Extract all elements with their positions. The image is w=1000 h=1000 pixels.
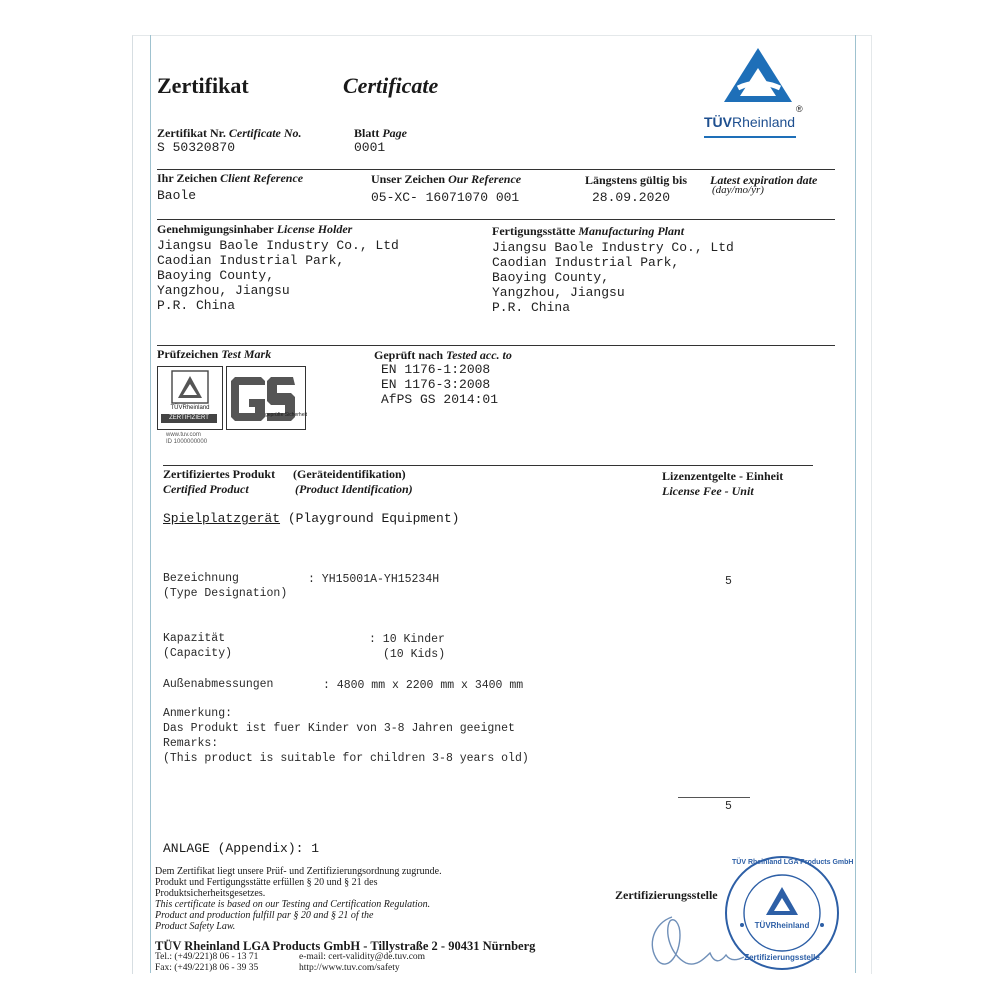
device-id-de: (Geräteidentifikation) [293, 467, 406, 481]
standard-item: EN 1176-1:2008 [381, 362, 491, 377]
legal-line: This certificate is based on our Testing and Certification Regulation. [155, 899, 431, 910]
expiry-format: (day/mo/yr) [712, 184, 764, 196]
standard-item: EN 1176-3:2008 [381, 377, 491, 392]
stamp-bottom-text: Zertifizierungsstelle [744, 953, 820, 962]
certification-stamp [722, 853, 854, 973]
mark-tuv-text: TÜVRheinland [170, 405, 210, 411]
contact-email[interactable]: e-mail: cert-validity@de.tuv.com [299, 952, 426, 962]
gs-text: geprüfte Sicherheit [265, 412, 307, 418]
legal-line: Produktsicherheitsgesetzes. [155, 888, 266, 899]
holder-line: Jiangsu Baole Industry Co., Ltd [157, 238, 399, 253]
tuv-test-mark [157, 366, 223, 430]
type-label: Bezeichnung [163, 572, 239, 585]
cert-no-label: Zertifikat Nr. Certificate No. [157, 126, 302, 140]
title-en: Certificate [343, 73, 439, 98]
plant-line: P.R. China [492, 300, 571, 315]
holder-line: P.R. China [157, 298, 236, 313]
remark-en: (This product is suitable for children 3-8 years old) [163, 752, 529, 765]
remark-en-label: Remarks: [163, 737, 219, 750]
mark-triangle-icon [158, 369, 222, 405]
page-label: Blatt Page [354, 126, 407, 140]
page-value: 0001 [354, 140, 386, 155]
client-ref-value: Baole [157, 188, 197, 203]
certified-product-en: Certified Product [163, 482, 249, 496]
holder-line: Caodian Industrial Park, [157, 253, 345, 268]
remark-de-label: Anmerkung: [163, 707, 233, 720]
expiry-label-de: Längstens gültig bis [585, 173, 688, 187]
cert-no-value: S 50320870 [157, 140, 236, 155]
gs-test-mark [226, 366, 306, 430]
remark-de: Das Produkt ist fuer Kinder von 3-8 Jahren geeignet [163, 722, 515, 735]
margin-line-left [150, 35, 151, 973]
fee-label-en: License Fee - Unit [662, 484, 754, 498]
fee-label-de: Lizenzentgelte - Einheit [662, 469, 784, 483]
contact-fax: Fax: (+49/221)8 06 - 39 35 [155, 963, 259, 973]
capacity-value-en: (10 Kids) [383, 648, 446, 661]
type-fee-value: 5 [725, 575, 732, 588]
logo-underline [704, 136, 796, 138]
stamp-logo-text: TÜVRheinland [754, 921, 810, 930]
legal-line: Produkt und Fertigungsstätte erfüllen § 20 und § 21 des [155, 877, 378, 888]
legal-line: Dem Zertifikat liegt unsere Prüf- und Zertifizierungsordnung zugrunde. [155, 866, 442, 877]
cert-body-label: Zertifizierungsstelle [615, 888, 718, 902]
plant-line: Baoying County, [492, 270, 610, 285]
legal-line: Product Safety Law. [155, 921, 236, 932]
holder-label: Genehmigungsinhaber License Holder [157, 222, 353, 236]
certified-product-de: Zertifiziertes Produkt [163, 467, 276, 481]
title-de: Zertifikat [157, 73, 249, 98]
tested-standards [381, 362, 498, 407]
device-id-en: (Product Identification) [295, 482, 413, 496]
our-ref-value: 05-XC- 16071070 001 [371, 190, 520, 205]
legal-text [155, 866, 442, 932]
dimensions-value: : 4800 mm x 2200 mm x 3400 mm [323, 679, 524, 692]
standard-item: AfPS GS 2014:01 [381, 392, 499, 407]
expiry-value: 28.09.2020 [592, 190, 671, 205]
mark-url: www.tuv.com [166, 432, 201, 438]
our-ref-label: Unser Zeichen Our Reference [371, 172, 522, 186]
capacity-value: : 10 Kinder [369, 633, 445, 646]
client-ref-label: Ihr Zeichen Client Reference [157, 171, 304, 185]
plant-address [492, 240, 734, 315]
plant-line: Jiangsu Baole Industry Co., Ltd [492, 240, 734, 255]
dimensions-label: Außenabmessungen [163, 678, 274, 691]
divider-2 [157, 219, 835, 220]
plant-label: Fertigungsstätte Manufacturing Plant [492, 224, 685, 238]
divider-4 [163, 465, 813, 466]
type-value: : YH15001A-YH15234H [308, 573, 440, 586]
logo-wordmark: TÜVRheinland [704, 114, 796, 130]
tuv-triangle-icon [718, 44, 818, 106]
registered-mark: ® [796, 104, 803, 114]
expiry-label-en: Latest expiration date [710, 173, 818, 187]
legal-line: Product and production fulfill par § 20 and § 21 of the [155, 910, 374, 921]
total-fee-rule [678, 797, 750, 798]
contact-web[interactable]: http://www.tuv.com/safety [299, 963, 400, 973]
divider-3 [157, 345, 835, 346]
gs-logo-icon [227, 367, 305, 429]
divider-1 [157, 169, 835, 170]
product-name: Spielplatzgerät (Playground Equipment) [163, 511, 460, 526]
test-mark-label: Prüfzeichen Test Mark [157, 347, 272, 361]
mark-id: ID 1000000000 [166, 439, 208, 445]
holder-address [157, 238, 399, 313]
stamp-top-text: TÜV Rheinland LGA Products GmbH [732, 859, 854, 866]
tested-label: Geprüft nach Tested acc. to [374, 348, 512, 362]
type-label-en: (Type Designation) [163, 587, 288, 600]
company-address: TÜV Rheinland LGA Products GmbH - Tillystraße 2 - 90431 Nürnberg [155, 939, 536, 953]
capacity-label: Kapazität [163, 632, 226, 645]
plant-line: Caodian Industrial Park, [492, 255, 680, 270]
margin-line-right [855, 35, 856, 973]
capacity-label-en: (Capacity) [163, 647, 233, 660]
mark-zert-text: ZERTIFIZIERT [161, 414, 217, 423]
holder-line: Yangzhou, Jiangsu [157, 283, 290, 298]
total-fee: 5 [725, 800, 732, 813]
plant-line: Yangzhou, Jiangsu [492, 285, 625, 300]
appendix: ANLAGE (Appendix): 1 [163, 841, 320, 856]
contact-tel: Tel.: (+49/221)8 06 - 13 71 [155, 952, 259, 962]
holder-line: Baoying County, [157, 268, 275, 283]
tuv-logo [704, 44, 818, 144]
